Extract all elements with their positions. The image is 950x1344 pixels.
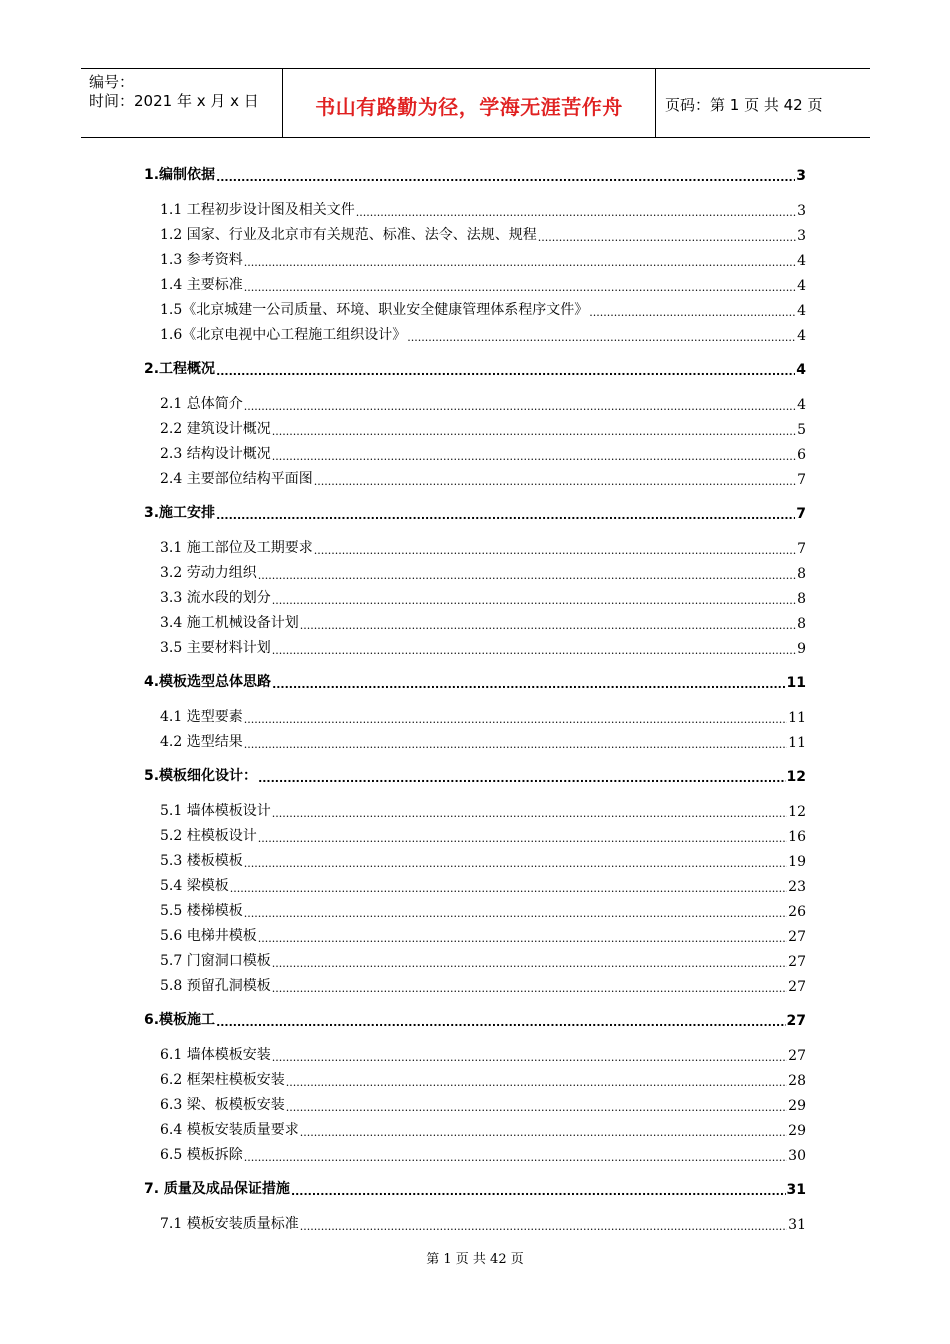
toc-section-title: 3.施工安排 bbox=[144, 505, 216, 521]
toc-subsection-entry[interactable] bbox=[144, 632, 806, 657]
toc-subsection-title: 3.3 流水段的划分 bbox=[160, 590, 271, 606]
toc-page-number: 23 bbox=[788, 879, 806, 895]
toc-section-entry[interactable] bbox=[144, 667, 806, 691]
table-of-contents bbox=[144, 160, 806, 1233]
toc-page-number: 3 bbox=[796, 168, 806, 184]
toc-subsection-title: 5.7 门窗洞口模板 bbox=[160, 953, 271, 969]
toc-leader-dots bbox=[244, 1151, 787, 1164]
toc-subsection-title: 5.5 楼梯模板 bbox=[160, 903, 243, 919]
toc-subsection-entry[interactable] bbox=[144, 1039, 806, 1064]
toc-page-number: 27 bbox=[786, 1013, 806, 1029]
toc-leader-dots bbox=[244, 281, 796, 294]
toc-section-title: 6.模板施工 bbox=[144, 1012, 216, 1028]
toc-leader-dots bbox=[216, 171, 795, 184]
toc-leader-dots bbox=[272, 425, 796, 438]
toc-subsection-title: 3.4 施工机械设备计划 bbox=[160, 615, 299, 631]
toc-leader-dots bbox=[216, 365, 795, 378]
toc-subsection-entry[interactable] bbox=[144, 870, 806, 895]
toc-leader-dots bbox=[538, 231, 796, 244]
toc-subsection-title: 6.3 梁、板模板安装 bbox=[160, 1097, 285, 1113]
toc-page-number: 31 bbox=[788, 1217, 806, 1233]
toc-leader-dots bbox=[244, 738, 787, 751]
toc-subsection-entry[interactable] bbox=[144, 294, 806, 319]
toc-leader-dots bbox=[244, 400, 796, 413]
document-time-label: 时间：2021 年 x 月 x 日 bbox=[89, 92, 259, 110]
toc-subsection-entry[interactable] bbox=[144, 1064, 806, 1089]
toc-subsection-title: 5.4 梁模板 bbox=[160, 878, 229, 894]
toc-subsection-title: 1.5《北京城建一公司质量、环境、职业安全健康管理体系程序文件》 bbox=[160, 302, 589, 318]
header-left bbox=[89, 73, 259, 111]
toc-subsection-entry[interactable] bbox=[144, 582, 806, 607]
toc-subsection-entry[interactable] bbox=[144, 269, 806, 294]
toc-page-number: 8 bbox=[797, 566, 806, 582]
toc-subsection-entry[interactable] bbox=[144, 557, 806, 582]
toc-leader-dots bbox=[258, 772, 785, 785]
toc-page-number: 4 bbox=[797, 253, 806, 269]
toc-subsection-entry[interactable] bbox=[144, 820, 806, 845]
toc-subsection-entry[interactable] bbox=[144, 607, 806, 632]
document-number-label: 编号： bbox=[89, 73, 135, 91]
toc-page-number: 4 bbox=[797, 397, 806, 413]
toc-subsection-title: 2.3 结构设计概况 bbox=[160, 446, 271, 462]
toc-subsection-entry[interactable] bbox=[144, 726, 806, 751]
toc-subsection-entry[interactable] bbox=[144, 194, 806, 219]
toc-page-number: 11 bbox=[788, 735, 806, 751]
toc-leader-dots bbox=[272, 807, 787, 820]
toc-leader-dots bbox=[356, 206, 796, 219]
toc-leader-dots bbox=[272, 644, 796, 657]
toc-page-number: 9 bbox=[797, 641, 806, 657]
toc-page-number: 7 bbox=[797, 472, 806, 488]
toc-section-title: 7. 质量及成品保证措施 bbox=[144, 1181, 290, 1197]
toc-subsection-title: 2.4 主要部位结构平面图 bbox=[160, 471, 313, 487]
document-header bbox=[81, 68, 870, 138]
toc-subsection-title: 7.1 模板安装质量标准 bbox=[160, 1216, 299, 1232]
toc-subsection-title: 1.2 国家、行业及北京市有关规范、标准、法令、法规、规程 bbox=[160, 227, 537, 243]
toc-subsection-title: 5.3 楼板模板 bbox=[160, 853, 243, 869]
toc-leader-dots bbox=[272, 450, 796, 463]
toc-page-number: 27 bbox=[788, 1048, 806, 1064]
toc-subsection-entry[interactable] bbox=[144, 1114, 806, 1139]
toc-subsection-title: 6.4 模板安装质量要求 bbox=[160, 1122, 299, 1138]
toc-subsection-entry[interactable] bbox=[144, 532, 806, 557]
toc-page-number: 28 bbox=[788, 1073, 806, 1089]
toc-leader-dots bbox=[314, 475, 796, 488]
toc-page-number: 26 bbox=[788, 904, 806, 920]
toc-section-entry[interactable] bbox=[144, 1005, 806, 1029]
toc-subsection-title: 3.2 劳动力组织 bbox=[160, 565, 257, 581]
toc-subsection-title: 4.1 选型要素 bbox=[160, 709, 243, 725]
toc-page-number: 4 bbox=[796, 362, 806, 378]
toc-page-number: 19 bbox=[788, 854, 806, 870]
toc-page-number: 30 bbox=[788, 1148, 806, 1164]
toc-leader-dots bbox=[272, 1051, 787, 1064]
toc-leader-dots bbox=[300, 1126, 787, 1139]
toc-page-number: 3 bbox=[797, 228, 806, 244]
toc-section-title: 4.模板选型总体思路 bbox=[144, 674, 272, 690]
toc-subsection-title: 5.6 电梯井模板 bbox=[160, 928, 257, 944]
toc-leader-dots bbox=[258, 569, 796, 582]
toc-page-number: 16 bbox=[788, 829, 806, 845]
toc-subsection-entry[interactable] bbox=[144, 795, 806, 820]
header-page-label: 页码：第 1 页 共 42 页 bbox=[665, 96, 823, 114]
page-footer: 第 1 页 共 42 页 bbox=[426, 1252, 524, 1267]
toc-subsection-entry[interactable] bbox=[144, 1208, 806, 1233]
toc-page-number: 27 bbox=[788, 954, 806, 970]
toc-page-number: 11 bbox=[788, 710, 806, 726]
toc-leader-dots bbox=[258, 932, 787, 945]
toc-subsection-entry[interactable] bbox=[144, 438, 806, 463]
toc-leader-dots bbox=[589, 306, 796, 319]
toc-subsection-entry[interactable] bbox=[144, 463, 806, 488]
toc-leader-dots bbox=[272, 982, 787, 995]
toc-subsection-entry[interactable] bbox=[144, 388, 806, 413]
toc-page-number: 6 bbox=[797, 447, 806, 463]
toc-subsection-title: 1.4 主要标准 bbox=[160, 277, 243, 293]
toc-subsection-title: 5.1 墙体模板设计 bbox=[160, 803, 271, 819]
toc-subsection-title: 3.1 施工部位及工期要求 bbox=[160, 540, 313, 556]
toc-leader-dots bbox=[272, 678, 785, 691]
toc-page-number: 3 bbox=[797, 203, 806, 219]
toc-leader-dots bbox=[300, 1220, 787, 1233]
toc-leader-dots bbox=[286, 1101, 787, 1114]
toc-subsection-title: 2.2 建筑设计概况 bbox=[160, 421, 271, 437]
toc-section-entry[interactable] bbox=[144, 1174, 806, 1198]
toc-section-title: 2.工程概况 bbox=[144, 361, 216, 377]
toc-page-number: 7 bbox=[796, 506, 806, 522]
toc-subsection-title: 2.1 总体简介 bbox=[160, 396, 243, 412]
toc-page-number: 29 bbox=[788, 1123, 806, 1139]
toc-subsection-title: 5.8 预留孔洞模板 bbox=[160, 978, 271, 994]
toc-subsection-title: 1.1 工程初步设计图及相关文件 bbox=[160, 202, 355, 218]
toc-subsection-entry[interactable] bbox=[144, 920, 806, 945]
toc-subsection-title: 6.5 模板拆除 bbox=[160, 1147, 243, 1163]
toc-subsection-title: 4.2 选型结果 bbox=[160, 734, 243, 750]
toc-subsection-title: 6.1 墙体模板安装 bbox=[160, 1047, 271, 1063]
toc-page-number: 27 bbox=[788, 929, 806, 945]
toc-page-number: 8 bbox=[797, 616, 806, 632]
toc-leader-dots bbox=[258, 832, 787, 845]
toc-page-number: 7 bbox=[797, 541, 806, 557]
header-motto: 书山有路勤为径，学海无涯苦作舟 bbox=[315, 95, 623, 119]
toc-leader-dots bbox=[244, 256, 796, 269]
toc-subsection-entry[interactable] bbox=[144, 970, 806, 995]
toc-page-number: 8 bbox=[797, 591, 806, 607]
toc-subsection-entry[interactable] bbox=[144, 895, 806, 920]
toc-section-entry[interactable] bbox=[144, 160, 806, 184]
toc-subsection-title: 1.6《北京电视中心工程施工组织设计》 bbox=[160, 327, 407, 343]
toc-page-number: 27 bbox=[788, 979, 806, 995]
toc-leader-dots bbox=[216, 509, 795, 522]
toc-leader-dots bbox=[244, 713, 787, 726]
toc-leader-dots bbox=[407, 331, 796, 344]
toc-leader-dots bbox=[291, 1185, 786, 1198]
toc-page-number: 4 bbox=[797, 303, 806, 319]
toc-page-number: 5 bbox=[797, 422, 806, 438]
toc-leader-dots bbox=[314, 544, 796, 557]
toc-subsection-entry[interactable] bbox=[144, 945, 806, 970]
toc-subsection-entry[interactable] bbox=[144, 413, 806, 438]
toc-page-number: 29 bbox=[788, 1098, 806, 1114]
toc-leader-dots bbox=[272, 957, 787, 970]
toc-leader-dots bbox=[244, 907, 787, 920]
toc-subsection-entry[interactable] bbox=[144, 244, 806, 269]
toc-subsection-title: 3.5 主要材料计划 bbox=[160, 640, 271, 656]
toc-subsection-entry[interactable] bbox=[144, 219, 806, 244]
toc-subsection-entry[interactable] bbox=[144, 1139, 806, 1164]
toc-subsection-entry[interactable] bbox=[144, 1089, 806, 1114]
toc-leader-dots bbox=[244, 857, 787, 870]
toc-page-number: 12 bbox=[786, 769, 806, 785]
toc-subsection-entry[interactable] bbox=[144, 701, 806, 726]
toc-page-number: 4 bbox=[797, 278, 806, 294]
toc-section-title: 1.编制依据 bbox=[144, 167, 216, 183]
toc-leader-dots bbox=[286, 1076, 787, 1089]
toc-page-number: 11 bbox=[786, 675, 806, 691]
toc-subsection-title: 1.3 参考资料 bbox=[160, 252, 243, 268]
toc-page-number: 31 bbox=[786, 1182, 806, 1198]
header-divider bbox=[655, 69, 656, 137]
toc-subsection-entry[interactable] bbox=[144, 319, 806, 344]
toc-section-title: 5.模板细化设计： bbox=[144, 768, 258, 784]
toc-section-entry[interactable] bbox=[144, 761, 806, 785]
toc-section-entry[interactable] bbox=[144, 498, 806, 522]
toc-subsection-entry[interactable] bbox=[144, 845, 806, 870]
toc-subsection-title: 5.2 柱模板设计 bbox=[160, 828, 257, 844]
toc-leader-dots bbox=[272, 594, 796, 607]
toc-page-number: 12 bbox=[788, 804, 806, 820]
toc-leader-dots bbox=[300, 619, 796, 632]
toc-page-number: 4 bbox=[797, 328, 806, 344]
toc-leader-dots bbox=[230, 882, 787, 895]
toc-section-entry[interactable] bbox=[144, 354, 806, 378]
toc-subsection-title: 6.2 框架柱模板安装 bbox=[160, 1072, 285, 1088]
toc-leader-dots bbox=[216, 1016, 785, 1029]
